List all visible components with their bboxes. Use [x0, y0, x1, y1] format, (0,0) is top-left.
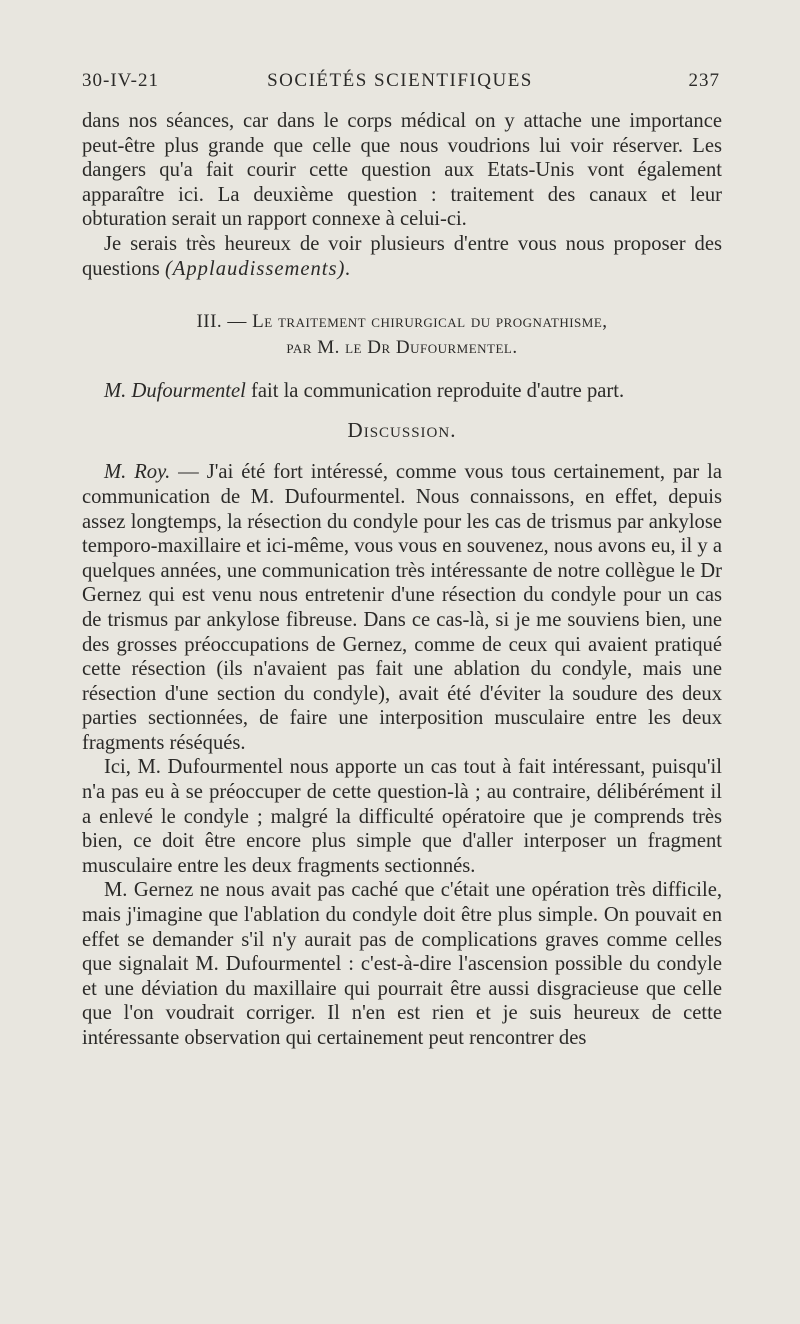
- header-date: 30-IV-21: [82, 70, 159, 91]
- paragraph-roy-1: [82, 460, 722, 755]
- communication-text: fait la communication reproduite d'autre part.: [245, 380, 625, 403]
- proposal-text: Je serais très heureux de voir plusieurs d'entre vous nous proposer des questions: [82, 232, 722, 280]
- page-number: 237: [688, 70, 720, 91]
- paragraph-roy-2: Ici, M. Dufourmentel nous apporte un cas tout à fait intéressant, puisqu'il n'a pas eu à se préoccuper de cette question-là ; au contraire, délibérément il a enlevé le condyle ; malgré la difficulté opératoire que je comprends très bien, ce doit être encore plus simple que d'aller interposer un fragment musculaire entre les deux fragments sectionnés.: [82, 756, 722, 877]
- section-heading: [82, 309, 722, 361]
- roy-text-1: — J'ai été fort intéressé, comme vous tous certainement, par la communication de M. Dufourmentel. Nous connaissons, en effet, depuis assez longtemps, la résection du condyle pour les cas de trismus par ankylose temporo-maxillaire et ici-même, vous vous en souvenez, nous avons eu, il y a quelques années, une communication très intéressante de notre collègue le Dr Gernez qui est venu nous entretenir d'une résection du condyle pour un cas de trismus par ankylose fibreuse. Dans ce cas-là, si je me souviens bien, une des grosses préoccupations de Gernez, comme de ceux qui avaient pratiqué cette résection (ils n'avaient pas fait une ablation du condyle, mais une résection d'une section du condyle), avait été d'éviter la soudure des deux parties sectionnées, de faire une interposition musculaire entre les deux fragments réséqués.: [82, 461, 722, 754]
- discussion-speaker: M. Roy.: [104, 461, 171, 484]
- paragraph-proposal: [82, 232, 722, 281]
- section-heading-line2: par M. le Dr Dufourmentel.: [286, 337, 518, 359]
- paragraph-roy-3: M. Gernez ne nous avait pas caché que c'était une opération très difficile, mais j'imagine que l'ablation du condyle doit être plus simple. On pouvait en effet se demander s'il n'y aurait pas de complications graves comme celles que signalait M. Dufourmentel : c'est-à-dire l'ascension possible du condyle et une déviation du maxillaire qui pourrait être aussi disgracieuse que celle que l'on voudrait corriger. Il n'en est rien et je suis heureux de cette intéressante observation qui certainement peut rencontrer des: [82, 879, 722, 1049]
- body-text: [82, 109, 722, 1051]
- section-heading-line1: III. — Le traitement chirurgical du prognathisme,: [196, 311, 608, 333]
- communication-speaker: M. Dufourmentel: [104, 380, 246, 403]
- paragraph-communication: [82, 379, 722, 404]
- header-title: SOCIÉTÉS SCIENTIFIQUES: [267, 70, 533, 91]
- paragraph-continuation: dans nos séances, car dans le corps médical on y attache une importance peut-être plus grande que celle que nous voudrions lui voir réserver. Les dangers qu'a fait courir cette question aux Etats-Unis vont également apparaître ici. La deuxième question : traitement des canaux et leur obturation serait un rapport connexe à celui-ci.: [82, 110, 722, 231]
- running-header: [80, 70, 720, 100]
- discussion-heading: Discussion.: [347, 417, 457, 442]
- applause-note: (Applaudissements).: [164, 257, 352, 280]
